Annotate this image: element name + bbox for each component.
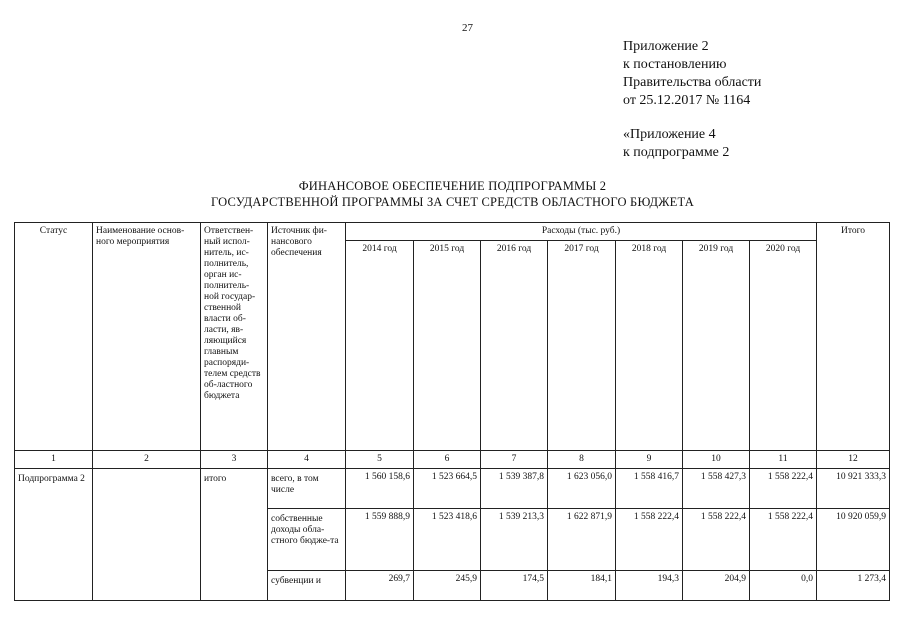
appendix-line: Приложение 2: [623, 39, 709, 54]
source-cell: всего, в том числе: [268, 469, 346, 509]
title-line: ГОСУДАРСТВЕННОЙ ПРОГРАММЫ ЗА СЧЕТ СРЕДСТВ ОБЛАСТНОГО БЮДЖЕТА: [211, 195, 694, 209]
title-line: ФИНАНСОВОЕ ОБЕСПЕЧЕНИЕ ПОДПРОГРАММЫ 2: [298, 179, 607, 193]
value-cell: 1 523 418,6: [414, 509, 481, 571]
total-cell: 10 920 059,9: [817, 509, 890, 571]
page-number: 27: [462, 22, 473, 34]
column-index: 10: [683, 451, 750, 469]
value-cell: 1 558 427,3: [683, 469, 750, 509]
column-index: 4: [268, 451, 346, 469]
year-header: 2014 год: [346, 241, 414, 451]
financing-table: [14, 222, 890, 601]
value-cell: 1 539 387,8: [481, 469, 548, 509]
header-measure: Наименование основ-ного мероприятия: [93, 223, 201, 451]
header-responsible: Ответствен-ный испол-нитель, ис-полнитель, орган ис-полнитель-ной государ-ственной власти об-ласти, яв-ляющийся главным распоряди-телем средств об-ластного бюджета: [201, 223, 268, 451]
value-cell: 1 622 871,9: [548, 509, 616, 571]
value-cell: 1 558 222,4: [750, 509, 817, 571]
column-index-row: [15, 451, 890, 469]
measure-cell: [93, 469, 201, 601]
responsible-cell: итого: [201, 469, 268, 601]
header-total: Итого: [817, 223, 890, 451]
value-cell: 245,9: [414, 571, 481, 601]
header-expenses: Расходы (тыс. руб.): [346, 223, 817, 241]
column-index: 3: [201, 451, 268, 469]
value-cell: 184,1: [548, 571, 616, 601]
column-index: 11: [750, 451, 817, 469]
year-header: 2018 год: [616, 241, 683, 451]
value-cell: 1 559 888,9: [346, 509, 414, 571]
column-index: 9: [616, 451, 683, 469]
year-header: 2015 год: [414, 241, 481, 451]
value-cell: 1 539 213,3: [481, 509, 548, 571]
total-cell: 1 273,4: [817, 571, 890, 601]
status-cell: Подпрограмма 2: [15, 469, 93, 601]
appendix-line: к подпрограмме 2: [623, 145, 730, 160]
table-row: [15, 469, 890, 509]
appendix-line: «Приложение 4: [623, 127, 716, 142]
appendix-subprogram-block: [623, 126, 729, 162]
appendix-line: к постановлению: [623, 57, 727, 72]
appendix-line: Правительства области: [623, 75, 762, 90]
appendix-block: [623, 38, 761, 110]
column-index: 1: [15, 451, 93, 469]
total-cell: 10 921 333,3: [817, 469, 890, 509]
year-header: 2017 год: [548, 241, 616, 451]
header-status: Статус: [15, 223, 93, 451]
source-cell: собственные доходы обла-стного бюдже-та: [268, 509, 346, 571]
value-cell: 174,5: [481, 571, 548, 601]
year-header: 2020 год: [750, 241, 817, 451]
column-index: 6: [414, 451, 481, 469]
value-cell: 1 558 222,4: [750, 469, 817, 509]
year-header: 2019 год: [683, 241, 750, 451]
value-cell: 204,9: [683, 571, 750, 601]
value-cell: 1 558 222,4: [616, 509, 683, 571]
source-cell: субвенции и: [268, 571, 346, 601]
header-source: Источник фи-нансового обеспечения: [268, 223, 346, 451]
value-cell: 1 558 416,7: [616, 469, 683, 509]
column-index: 5: [346, 451, 414, 469]
header-row: [15, 223, 890, 241]
year-header: 2016 год: [481, 241, 548, 451]
value-cell: 269,7: [346, 571, 414, 601]
column-index: 2: [93, 451, 201, 469]
column-index: 8: [548, 451, 616, 469]
value-cell: 194,3: [616, 571, 683, 601]
value-cell: 1 623 056,0: [548, 469, 616, 509]
appendix-line: от 25.12.2017 № 1164: [623, 93, 751, 108]
column-index: 7: [481, 451, 548, 469]
value-cell: 1 558 222,4: [683, 509, 750, 571]
document-title: [0, 178, 905, 210]
value-cell: 1 523 664,5: [414, 469, 481, 509]
value-cell: 0,0: [750, 571, 817, 601]
value-cell: 1 560 158,6: [346, 469, 414, 509]
column-index: 12: [817, 451, 890, 469]
